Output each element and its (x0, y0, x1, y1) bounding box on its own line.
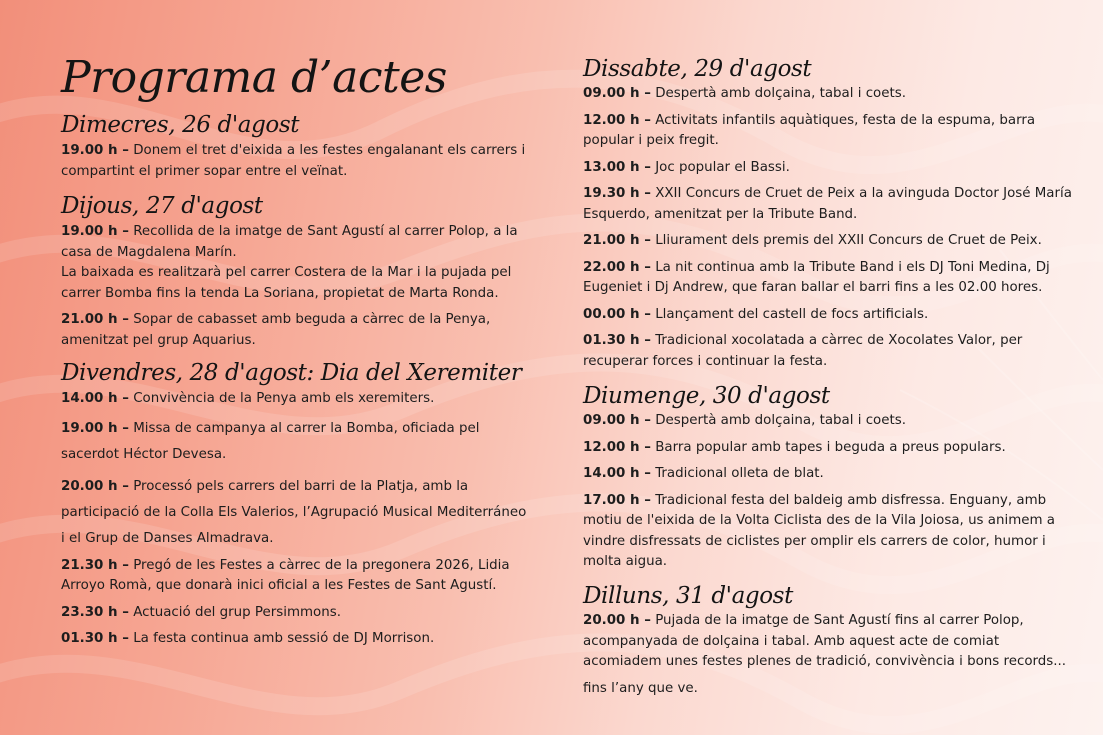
event-note: La baixada es realitzarà pel carrer Costera de la Mar i la pujada pel carrer Bomba fins la tenda La Soriana, propietat de Marta Ronda. (61, 265, 512, 301)
event-time: 12.00 h – (583, 439, 651, 455)
event-item (61, 474, 531, 552)
event-text: Pregó de les Festes a càrrec de la pregonera 2026, Lidia Arroyo Romà, que donarà inici oficial a les Festes de Sant Agustí. (61, 557, 510, 593)
event-text: Recollida de la imatge de Sant Agustí al carrer Polop, a la casa de Magdalena Marín. (61, 224, 518, 260)
event-item (583, 464, 1073, 485)
event-item (583, 258, 1073, 299)
event-item (61, 603, 531, 624)
event-item (61, 389, 531, 410)
page-title: Programa d’actes (61, 52, 447, 103)
event-time: 23.30 h – (61, 604, 129, 620)
event-time: 19.00 h – (61, 224, 129, 239)
event-time: 22.00 h – (583, 259, 651, 275)
event-item (61, 310, 531, 351)
event-item (583, 491, 1073, 573)
event-text: Sopar de cabasset amb beguda a càrrec de la Penya, amenitzat pel grup Aquarius. (61, 312, 491, 348)
day-heading: Diumenge, 30 d'agost (583, 383, 830, 409)
event-item (583, 611, 1073, 673)
event-text: Despertà amb dolçaina, tabal i coets. (655, 413, 906, 428)
event-text: Activitats infantils aquàtiques, festa de la espuma, barra popular i peix fregit. (583, 112, 1036, 148)
day-section (583, 583, 1073, 699)
day-section (583, 56, 1073, 372)
event-item (583, 184, 1073, 225)
day-heading: Divendres, 28 d'agost: Dia del Xeremiter (61, 360, 522, 386)
event-time: 12.00 h – (583, 112, 651, 128)
event-text: Missa de campanya al carrer la Bomba, oficiada pel sacerdot Héctor Devesa. (61, 420, 480, 462)
event-text: Pujada de la imatge de Sant Agustí fins al carrer Polop, acompanyada de dolçaina i tabal. Amb aquest acte de comiat acomiadem unes festes plenes de tradició, convivència i bons records... (583, 613, 1067, 669)
event-item (583, 305, 1073, 326)
event-time: 14.00 h – (583, 466, 651, 481)
event-text: Joc popular el Bassi. (655, 159, 790, 175)
day-section (61, 112, 531, 182)
event-text: Processó pels carrers del barri de la Platja, amb la participació de la Colla Els Valerios, l’Agrupació Musical Mediterráneo i el Grup de Danses Almadrava. (61, 478, 527, 546)
event-item (61, 416, 531, 468)
event-text: La nit continua amb la Tribute Band i els DJ Toni Medina, Dj Eugeniet i Dj Andrew, que faran ballar el barri fins a les 02.00 hores. (583, 259, 1050, 295)
day-section (583, 383, 1073, 573)
day-heading: Dilluns, 31 d'agost (583, 583, 793, 609)
event-note: fins l’any que ve. (583, 680, 698, 696)
event-time: 14.00 h – (61, 391, 129, 406)
event-time: 21.30 h – (61, 557, 129, 573)
event-time: 01.30 h – (583, 333, 651, 348)
event-item (583, 438, 1073, 459)
event-time: 20.00 h – (583, 613, 651, 628)
event-time: 21.00 h – (583, 233, 651, 248)
event-time: 19.00 h – (61, 420, 129, 436)
event-item (61, 141, 531, 182)
event-time: 00.00 h – (583, 306, 651, 322)
event-text: Despertà amb dolçaina, tabal i coets. (655, 86, 906, 101)
event-text: Tradicional festa del baldeig amb disfressa. Enguany, amb motiu de l'eixida de la Volta Ciclista des de la Vila Joiosa, us animem a vindre disfressats de ciclistes per omplir els carrers de color, humor i molta aigua. (583, 492, 1055, 569)
event-text: Tradicional olleta de blat. (655, 466, 824, 481)
day-heading: Dijous, 27 d'agost (61, 193, 263, 219)
event-time: 19.30 h – (583, 186, 651, 201)
event-text: Actuació del grup Persimmons. (133, 604, 341, 620)
event-item (583, 84, 1073, 105)
event-text: Llançament del castell de focs artificials. (655, 306, 929, 322)
event-text: Lliurament dels premis del XXII Concurs de Cruet de Peix. (655, 233, 1042, 248)
event-time: 19.00 h – (61, 143, 129, 158)
event-time: 17.00 h – (583, 492, 651, 508)
day-heading: Dimecres, 26 d'agost (61, 112, 300, 138)
event-text: Tradicional xocolatada a càrrec de Xocolates Valor, per recuperar forces i continuar la festa. (583, 333, 1023, 369)
event-time: 13.00 h – (583, 159, 651, 175)
event-time: 20.00 h – (61, 478, 129, 494)
event-item (583, 158, 1073, 179)
event-time: 01.30 h – (61, 631, 129, 646)
event-time: 09.00 h – (583, 413, 651, 428)
event-item (583, 231, 1073, 252)
event-item (61, 629, 531, 650)
day-heading: Dissabte, 29 d'agost (583, 56, 812, 82)
event-text: XXII Concurs de Cruet de Peix a la avinguda Doctor José María Esquerdo, amenitzat per la Tribute Band. (583, 186, 1072, 222)
event-item (583, 411, 1073, 432)
event-text: Convivència de la Penya amb els xeremiters. (133, 391, 435, 406)
event-item (583, 331, 1073, 372)
event-item (61, 222, 531, 263)
day-section (61, 360, 531, 650)
event-text: La festa continua amb sessió de DJ Morrison. (133, 631, 435, 646)
event-item (583, 111, 1073, 152)
day-section (61, 193, 531, 351)
event-text: Donem el tret d'eixida a les festes engalanant els carrers i compartint el primer sopar entre el veïnat. (61, 143, 526, 179)
event-time: 09.00 h – (583, 86, 651, 101)
event-text: Barra popular amb tapes i beguda a preus populars. (655, 439, 1006, 455)
event-item (61, 556, 531, 597)
event-time: 21.00 h – (61, 312, 129, 327)
